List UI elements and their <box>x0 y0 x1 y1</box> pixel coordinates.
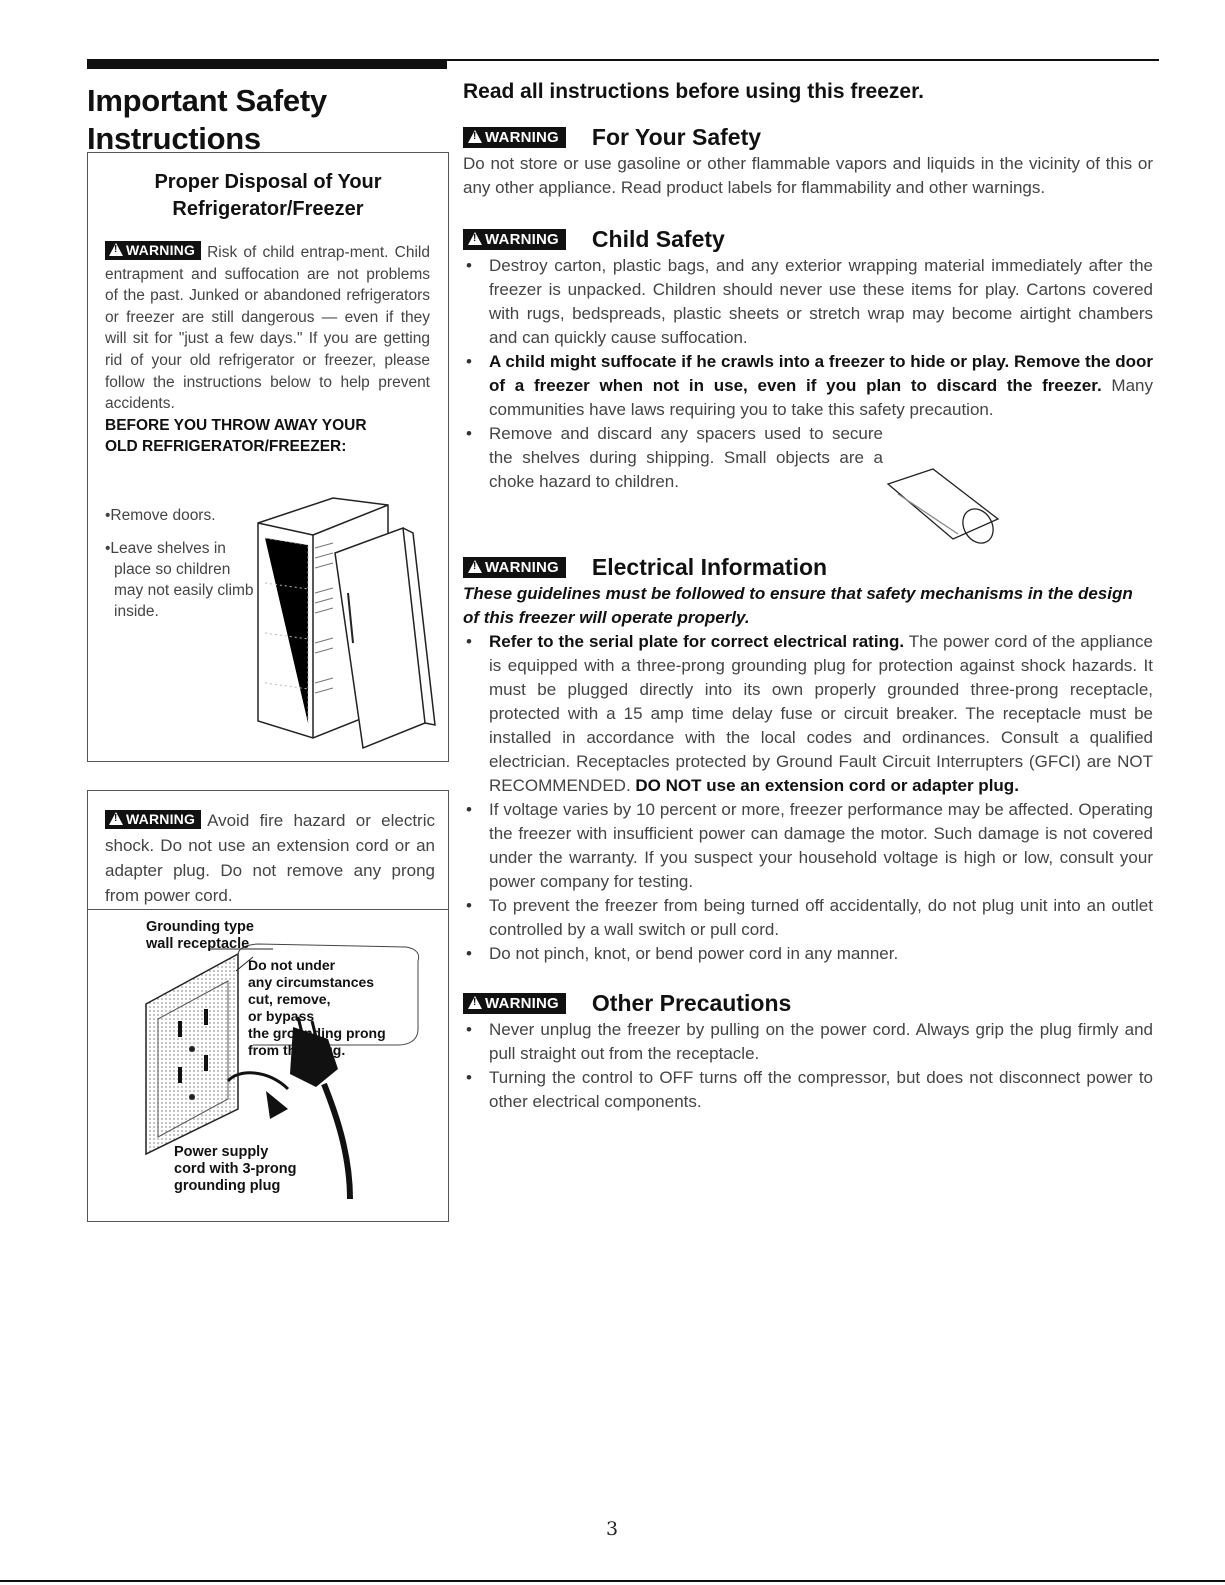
warning-triangle-icon <box>468 996 482 1009</box>
section-child-safety-heading: !WARNING Child Safety <box>463 224 1153 254</box>
section-electrical-heading: !WARNING Electrical Information <box>463 552 1153 582</box>
electrical-bullet-4: • Do not pinch, knot, or bend power cord in any manner. <box>463 942 1153 966</box>
read-all-header: Read all instructions before using this freezer. <box>463 80 924 103</box>
fire-hazard-text: !WARNING Avoid fire hazard or electric shock. Do not use an extension cord or an adapter plug. Do not remove any prong from power cord. <box>105 808 435 908</box>
plug-figure <box>87 909 449 1222</box>
other-bullet-1: • Never unplug the freezer by pulling on the power cord. Always grip the plug firmly and pull straight out from the receptacle. <box>463 1018 1153 1066</box>
spacer-illustration <box>878 464 1008 544</box>
warning-triangle-icon <box>109 812 123 825</box>
warning-badge: !WARNING <box>105 241 201 260</box>
grounding-prong-callout: Do not under any circumstances cut, remove, or bypass the grounding prong from this plug. <box>248 957 386 1058</box>
warning-triangle-icon <box>109 243 123 256</box>
disposal-title: Proper Disposal of Your Refrigerator/Freezer <box>154 171 382 220</box>
fridge-illustration <box>253 493 438 753</box>
step-leave-shelves: •Leave shelves in place so children may not easily climb inside. <box>105 540 254 620</box>
electrical-bullet-1: • Refer to the serial plate for correct electrical rating. The power cord of the appliance is equipped with a three-prong grounding plug for protection against shock hazards. It must be plugged directly into its own properly grounded three-prong receptacle, protected with a 15 amp time delay fuse or circuit breaker. The receptacle must be installed in accordance with the local codes and ordinances. Consult a qualified electrician. Receptacles protected by Ground Fault Circuit Interrupters (GFCI) are NOT RECOMMENDED. DO NOT use an extension cord or adapter plug. <box>463 630 1153 798</box>
disposal-text: !WARNING Risk of child entrap-ment. Child entrapment and suffocation are not problems of the past. Junked or abandoned refrigerators or freezer are still dangerous — even if they will sit for "just a few days." If you are getting rid of your old refrigerator or freezer, please follow the instructions below to help prevent accidents. BEFORE YOU THROW AWAY YOUR OLD REFRIGERATOR/FREEZER: <box>105 241 430 458</box>
other-bullet-2: • Turning the control to OFF turns off the compressor, but does not disconnect power to other electrical components. <box>463 1066 1153 1114</box>
header-rule-thick <box>87 59 447 69</box>
warning-badge: !WARNING <box>105 810 201 829</box>
right-column <box>463 78 1153 1114</box>
child-safety-bullet-3: • Remove and discard any spacers used to secure the shelves during shipping. Small objects are a choke hazard to children. <box>463 422 883 494</box>
warning-triangle-icon <box>468 560 482 573</box>
warning-badge: !WARNING <box>463 557 566 578</box>
warning-badge: !WARNING <box>463 229 566 250</box>
section-your-safety-heading: !WARNING For Your Safety <box>463 122 1153 152</box>
cord-label: Power supply cord with 3-prong grounding plug <box>174 1144 297 1194</box>
warning-badge: !WARNING <box>463 993 566 1014</box>
section-your-safety-text: Do not store or use gasoline or other flammable vapors and liquids in the vicinity of this or any other appliance. Read product labels for flammability and other warnings. <box>463 154 1153 197</box>
warning-triangle-icon <box>468 232 482 245</box>
electrical-bullet-2: • If voltage varies by 10 percent or more, freezer performance may be affected. Operating the freezer with insufficient power can damage the motor. Such damage is not covered under the warranty. If you suspect your household voltage is high or low, consult your power company for testing. <box>463 798 1153 894</box>
electrical-bullet-3: • To prevent the freezer from being turned off accidentally, do not plug unit into an outlet controlled by a wall switch or pull cord. <box>463 894 1153 942</box>
fire-hazard-box <box>87 790 449 910</box>
bottom-rule <box>0 1580 1225 1582</box>
child-safety-bullet-1: • Destroy carton, plastic bags, and any exterior wrapping material immediately after the freezer is unpacked. Children should never use these items for play. Cartons covered with rugs, bedspreads, plastic sheets or stretch wrap may become airtight chambers and can quickly cause suffocation. <box>463 254 1153 350</box>
section-other-precautions-heading: !WARNING Other Precautions <box>463 988 1153 1018</box>
header-rule-thin <box>447 59 1159 61</box>
electrical-intro: These guidelines must be followed to ensure that safety mechanisms in the design of this freezer will operate properly. <box>463 584 1133 627</box>
receptacle-label: Grounding type wall receptacle <box>146 919 254 952</box>
step-remove-doors: •Remove doors. <box>105 507 216 524</box>
warning-triangle-icon <box>468 130 482 143</box>
child-safety-bullet-2: • A child might suffocate if he crawls into a freezer to hide or play. Remove the door of a freezer when not in use, even if you plan to discard the freezer. Many communities have laws requiring you to take this safety precaution. <box>463 350 1153 422</box>
warning-badge: !WARNING <box>463 127 566 148</box>
page-title: Important Safety Instructions <box>87 83 327 156</box>
disposal-steps <box>105 505 255 634</box>
disposal-box <box>87 152 449 762</box>
page-number: 3 <box>605 1518 619 1540</box>
